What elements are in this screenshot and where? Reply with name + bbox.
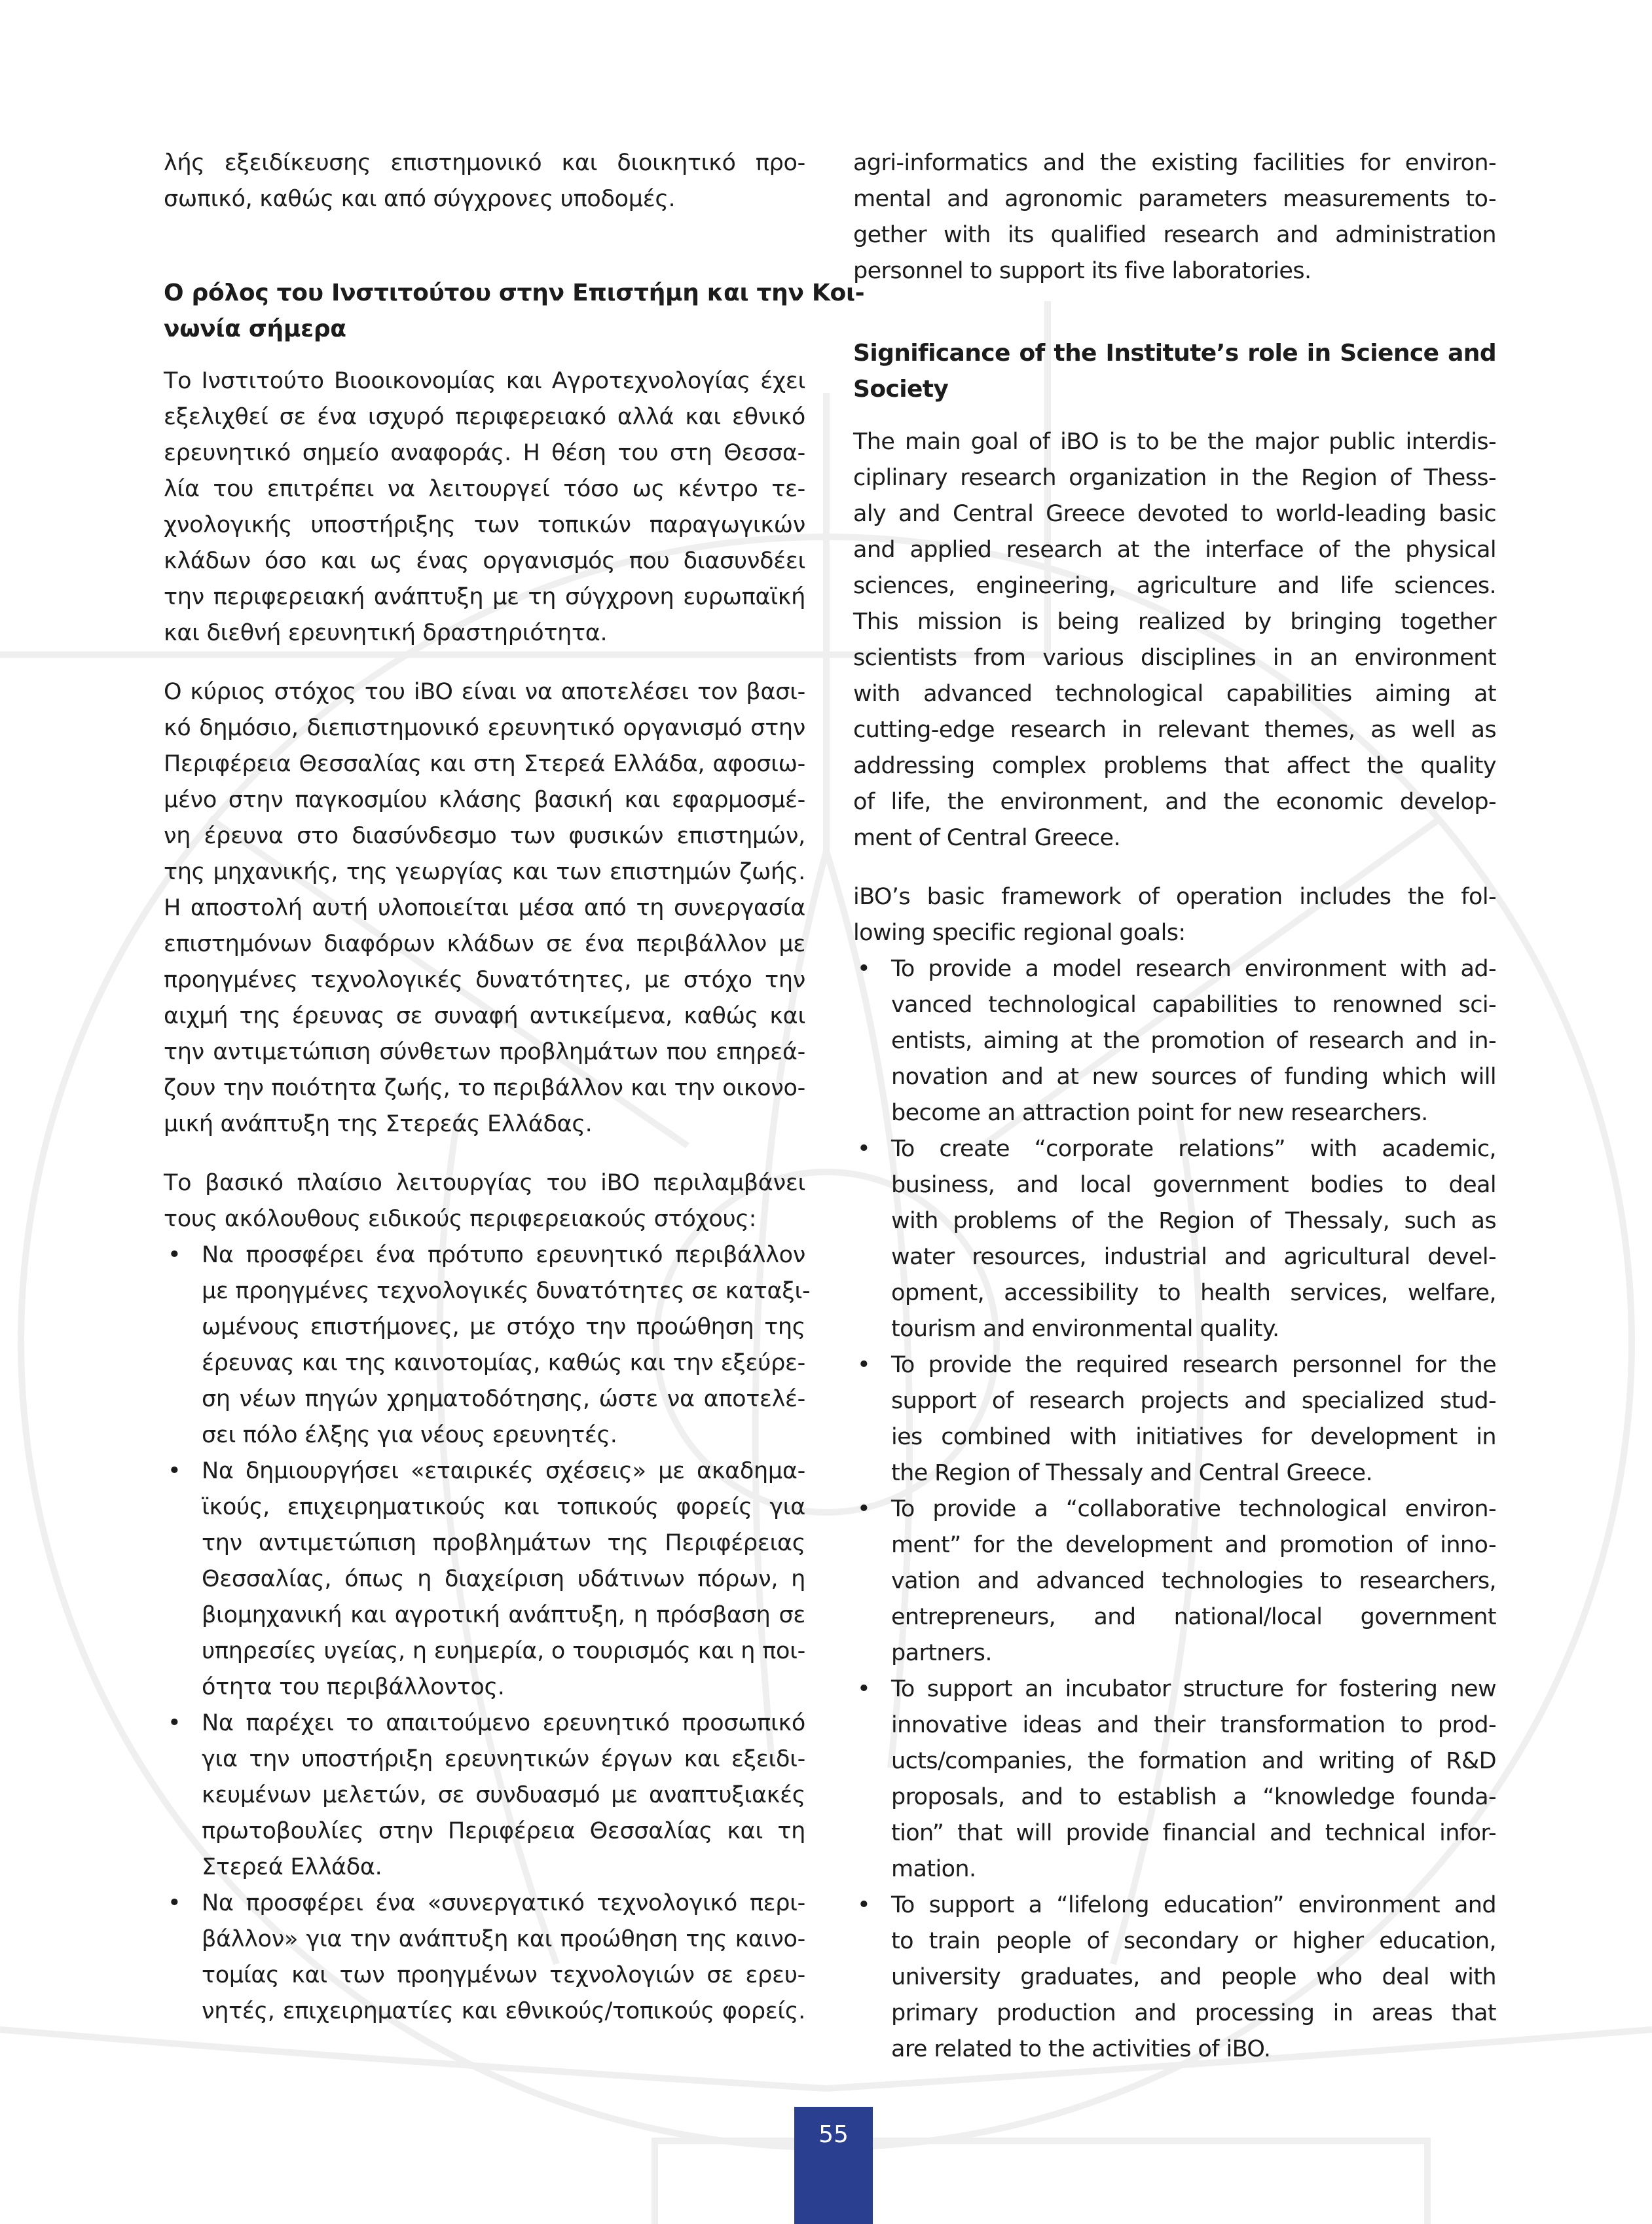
list-item-line: Να προσφέρει ένα «συνεργατικό τεχνολογικό περι-	[202, 1890, 805, 1916]
list-item-line: νητές, επιχειρηματίες και εθνικούς/τοπικούς φορείς.	[202, 1998, 805, 2024]
list-item-line: tion” that will provide financial and technical infor-	[891, 1820, 1496, 1846]
list-item-line: water resources, industrial and agricultural devel-	[891, 1244, 1496, 1270]
list-item-line: To provide a model research environment with ad-	[891, 956, 1496, 982]
list-item-line: ucts/companies, the formation and writing of R&D	[891, 1748, 1496, 1774]
bullet-icon: •	[857, 1136, 871, 1162]
text-line: gether with its qualified research and administration	[853, 222, 1496, 248]
text-line: Περιφέρεια Θεσσαλίας και στη Στερεά Ελλάδα, αφοσιω-	[164, 751, 805, 777]
text-line: κλάδων όσο και ως ένας οργανισμός που διασυνδέει	[164, 548, 805, 574]
text-line: Το Ινστιτούτο Βιοοικονομίας και Αγροτεχνολογίας έχει	[164, 368, 805, 394]
text-line: μική ανάπτυξη της Στερεάς Ελλάδας.	[164, 1111, 593, 1137]
text-line: ment of Central Greece.	[853, 825, 1120, 851]
list-item-line: business, and local government bodies to deal	[891, 1172, 1496, 1198]
text-line: την περιφερειακή ανάπτυξη με τη σύγχρονη ευρωπαϊκή	[164, 584, 805, 610]
list-item-line: ϊκούς, επιχειρηματικούς και τοπικούς φορείς για	[202, 1494, 805, 1520]
list-item-line: mation.	[891, 1856, 976, 1882]
list-item-line: ies combined with initiatives for development in	[891, 1424, 1496, 1450]
list-item-line: to train people of secondary or higher education,	[891, 1928, 1496, 1954]
text-line: personnel to support its five laboratories.	[853, 258, 1312, 284]
list-item-line: tourism and environmental quality.	[891, 1316, 1279, 1342]
text-line: ερευνητικό σημείο αναφοράς. Η θέση του στη Θεσσα-	[164, 440, 805, 466]
text-line: agri-informatics and the existing facilities for environ-	[853, 150, 1496, 176]
text-line: χνολογικής υποστήριξης των τοπικών παραγωγικών	[164, 512, 805, 538]
text-line: επιστημόνων διαφόρων κλάδων σε ένα περιβάλλον με	[164, 931, 805, 957]
text-line: sciences, engineering, agriculture and life sciences.	[853, 573, 1496, 599]
text-line: scientists from various disciplines in an environment	[853, 645, 1496, 671]
text-line: προηγμένες τεχνολογικές δυνατότητες, με στόχο την	[164, 967, 805, 993]
list-item-line: ση νέων πηγών χρηματοδότησης, ώστε να αποτελέ-	[202, 1386, 805, 1412]
list-item-line: innovative ideas and their transformation to prod-	[891, 1712, 1496, 1738]
list-item-line: become an attraction point for new researchers.	[891, 1100, 1428, 1126]
list-item-line: με προηγμένες τεχνολογικές δυνατότητες σε καταξι-	[202, 1278, 811, 1304]
list-item-line: Θεσσαλίας, όπως η διαχείριση υδάτινων πόρων, η	[202, 1566, 805, 1592]
bullet-icon: •	[168, 1710, 181, 1736]
section-heading-english: Significance of the Institute’s role in Science and	[853, 340, 1496, 367]
text-line: This mission is being realized by bringing together	[853, 609, 1496, 635]
list-item-line: βάλλον» για την ανάπτυξη και προώθηση της καινο-	[202, 1926, 805, 1952]
list-item-line: entrepreneurs, and national/local government	[891, 1604, 1496, 1630]
text-line: ciplinary research organization in the Region of Thess-	[853, 465, 1496, 491]
text-line: with advanced technological capabilities aiming at	[853, 681, 1496, 707]
text-line: της μηχανικής, της γεωργίας και των επιστημών ζωής.	[164, 859, 805, 885]
text-line: νη έρευνα στο διασύνδεσμο των φυσικών επιστημών,	[164, 823, 805, 849]
text-line: cutting-edge research in relevant themes, as well as	[853, 717, 1496, 743]
list-item-line: vation and advanced technologies to researchers,	[891, 1568, 1496, 1594]
list-item-line: opment, accessibility to health services, welfare,	[891, 1280, 1496, 1306]
list-item-line: novation and at new sources of funding which will	[891, 1064, 1496, 1090]
list-item-line: για την υποστήριξη ερευνητικών έργων και εξειδι-	[202, 1746, 805, 1772]
text-line: iBO’s basic framework of operation includes the fol-	[853, 884, 1496, 910]
list-item-line: υπηρεσίες υγείας, η ευημερία, ο τουρισμός και η ποι-	[202, 1638, 805, 1664]
list-item-line: university graduates, and people who deal with	[891, 1964, 1496, 1990]
bullet-icon: •	[168, 1890, 181, 1916]
list-item-line: βιομηχανική και αγροτική ανάπτυξη, η πρόσβαση σε	[202, 1602, 805, 1628]
list-item-line: σει πόλο έλξης για νέους ερευνητές.	[202, 1422, 617, 1448]
text-line: λία του επιτρέπει να λειτουργεί τόσο ως κέντρο τε-	[164, 476, 805, 502]
text-line: μένο στην παγκοσμίου κλάσης βασική και εφαρμοσμέ-	[164, 787, 805, 813]
list-item-line: Να παρέχει το απαιτούμενο ερευνητικό προσωπικό	[202, 1710, 805, 1736]
text-line: of life, the environment, and the economic develop-	[853, 789, 1496, 815]
list-item-line: To support a “lifelong education” environment and	[891, 1892, 1496, 1918]
bullet-icon: •	[857, 1352, 871, 1378]
text-line: Η αποστολή αυτή υλοποιείται μέσα από τη συνεργασία	[164, 895, 805, 921]
list-item-line: support of research projects and specialized stud-	[891, 1388, 1496, 1414]
list-item-line: with problems of the Region of Thessaly, such as	[891, 1208, 1496, 1234]
section-heading-greek: Ο ρόλος του Ινστιτούτου στην Επιστήμη και την Κοι-	[164, 280, 865, 306]
section-heading-english: Society	[853, 376, 949, 403]
text-line: σωπικό, καθώς και από σύγχρονες υποδομές.	[164, 186, 676, 212]
bullet-icon: •	[857, 1676, 871, 1702]
list-item-line: To provide a “collaborative technological environ-	[891, 1496, 1496, 1522]
text-line: and applied research at the interface of the physical	[853, 537, 1496, 563]
list-item-line: entists, aiming at the promotion of research and in-	[891, 1028, 1496, 1054]
list-item-line: Στερεά Ελλάδα.	[202, 1854, 382, 1880]
list-item-line: Να προσφέρει ένα πρότυπο ερευνητικό περιβάλλον	[202, 1242, 805, 1268]
list-item-line: vanced technological capabilities to renowned sci-	[891, 992, 1496, 1018]
text-line: εξελιχθεί σε ένα ισχυρό περιφερειακό αλλά και εθνικό	[164, 404, 805, 430]
text-line: aly and Central Greece devoted to world-leading basic	[853, 501, 1496, 527]
text-line: Το βασικό πλαίσιο λειτουργίας του iBO περιλαμβάνει	[164, 1170, 805, 1196]
list-item-line: To provide the required research personnel for the	[891, 1352, 1496, 1378]
list-item-line: To create “corporate relations” with academic,	[891, 1136, 1496, 1162]
text-line: Ο κύριος στόχος του iBO είναι να αποτελέσει τον βασι-	[164, 679, 805, 705]
list-item-line: the Region of Thessaly and Central Greece.	[891, 1460, 1372, 1486]
text-line: λής εξειδίκευσης επιστημονικό και διοικητικό προ-	[164, 150, 805, 176]
list-item-line: κευμένων μελετών, σε συνδυασμό με αναπτυξιακές	[202, 1782, 805, 1808]
list-item-line: proposals, and to establish a “knowledge founda-	[891, 1784, 1496, 1810]
text-line: mental and agronomic parameters measurements to-	[853, 186, 1496, 212]
bullet-icon: •	[168, 1242, 181, 1268]
list-item-line: To support an incubator structure for fostering new	[891, 1676, 1496, 1702]
text-line: αιχμή της έρευνας σε συναφή αντικείμενα, καθώς και	[164, 1003, 805, 1029]
text-line: και διεθνή ερευνητική δραστηριότητα.	[164, 620, 608, 646]
list-item-line: την αντιμετώπιση προβλημάτων της Περιφέρειας	[202, 1530, 805, 1556]
list-item-line: primary production and processing in areas that	[891, 2000, 1496, 2026]
bullet-icon: •	[168, 1458, 181, 1484]
text-line: ζουν την ποιότητα ζωής, το περιβάλλον και την οικονο-	[164, 1075, 805, 1101]
text-line: lowing specific regional goals:	[853, 920, 1186, 946]
list-item-line: are related to the activities of iBO.	[891, 2036, 1271, 2062]
text-line: την αντιμετώπιση σύνθετων προβλημάτων που επηρεά-	[164, 1039, 805, 1065]
list-item-line: ωμένους επιστήμονες, με στόχο την προώθηση της	[202, 1314, 805, 1340]
text-line: τους ακόλουθους ειδικούς περιφερειακούς στόχους:	[164, 1206, 757, 1232]
list-item-line: πρωτοβουλίες στην Περιφέρεια Θεσσαλίας και τη	[202, 1818, 805, 1844]
bullet-icon: •	[857, 1496, 871, 1522]
text-line: κό δημόσιο, διεπιστημονικό ερευνητικό οργανισμό στην	[164, 715, 805, 741]
bullet-icon: •	[857, 956, 871, 982]
list-item-line: τομίας και των προηγμένων τεχνολογιών σε ερευ-	[202, 1962, 805, 1988]
list-item-line: Να δημιουργήσει «εταιρικές σχέσεις» με ακαδημα-	[202, 1458, 805, 1484]
list-item-line: ότητα του περιβάλλοντος.	[202, 1674, 505, 1700]
page-number-tab	[794, 2107, 873, 2224]
list-item-line: ment” for the development and promotion of inno-	[891, 1532, 1496, 1558]
section-heading-greek: νωνία σήμερα	[164, 316, 346, 342]
bullet-icon: •	[857, 1892, 871, 1918]
text-line: The main goal of iBO is to be the major public interdis-	[853, 429, 1496, 455]
text-line: addressing complex problems that affect the quality	[853, 753, 1496, 779]
page-number: 55	[818, 2121, 849, 2148]
list-item-line: partners.	[891, 1640, 992, 1666]
list-item-line: έρευνας και της καινοτομίας, καθώς και την εξεύρε-	[202, 1350, 805, 1376]
